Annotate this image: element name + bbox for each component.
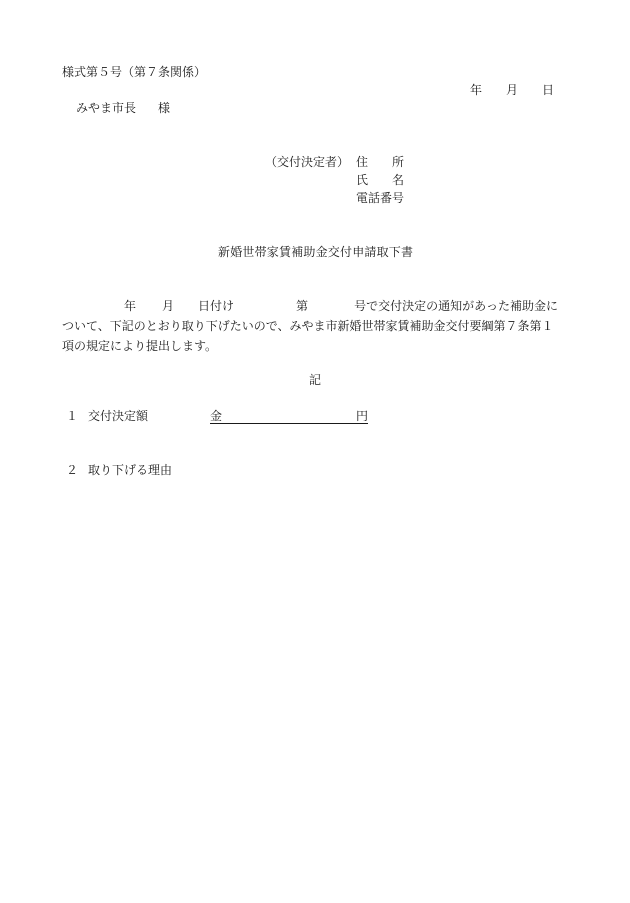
item-number: １ — [66, 409, 79, 423]
amount-suffix: 円 — [355, 409, 368, 423]
recipient-name: みやま市長 — [76, 101, 137, 115]
submission-date — [470, 84, 554, 96]
form-number: 様式第５号（第７条関係） — [62, 65, 207, 79]
applicant-name-label: 氏 名 — [356, 173, 405, 187]
item-granted-amount — [66, 410, 148, 422]
recipient — [76, 102, 170, 114]
recipient-honorific: 様 — [158, 101, 171, 115]
item-label: 交付決定額 — [88, 409, 149, 423]
date-day-label: 日 — [542, 83, 555, 97]
item-label: 取り下げる理由 — [88, 463, 173, 477]
date-month-label: 月 — [506, 83, 519, 97]
body-line-1-tail: 号で交付決定の通知があった補助金に — [354, 299, 558, 313]
body-number-prefix: 第 — [296, 299, 309, 313]
date-year-label: 年 — [470, 83, 483, 97]
applicant-address-label: 住 所 — [356, 155, 405, 169]
item-withdrawal-reason — [66, 464, 172, 476]
applicant-phone-label: 電話番号 — [356, 191, 405, 205]
body-dated: 日付け — [198, 299, 235, 313]
body-month: 月 — [162, 299, 175, 313]
ki-label: 記 — [309, 373, 322, 387]
item-number: ２ — [66, 463, 79, 477]
applicant-label: （交付決定者） — [265, 155, 350, 169]
document-title: 新婚世帯家賃補助金交付申請取下書 — [218, 245, 414, 259]
body-line-2: ついて、下記のとおり取り下げたいので、みやま市新婚世帯家賃補助金交付要綱第７条第１ — [62, 319, 554, 333]
amount-prefix: 金 — [210, 409, 223, 423]
granted-amount-field — [210, 410, 368, 424]
body-line-3: 項の規定により提出します。 — [62, 339, 218, 353]
body-line-1 — [62, 300, 558, 312]
body-year: 年 — [124, 299, 137, 313]
